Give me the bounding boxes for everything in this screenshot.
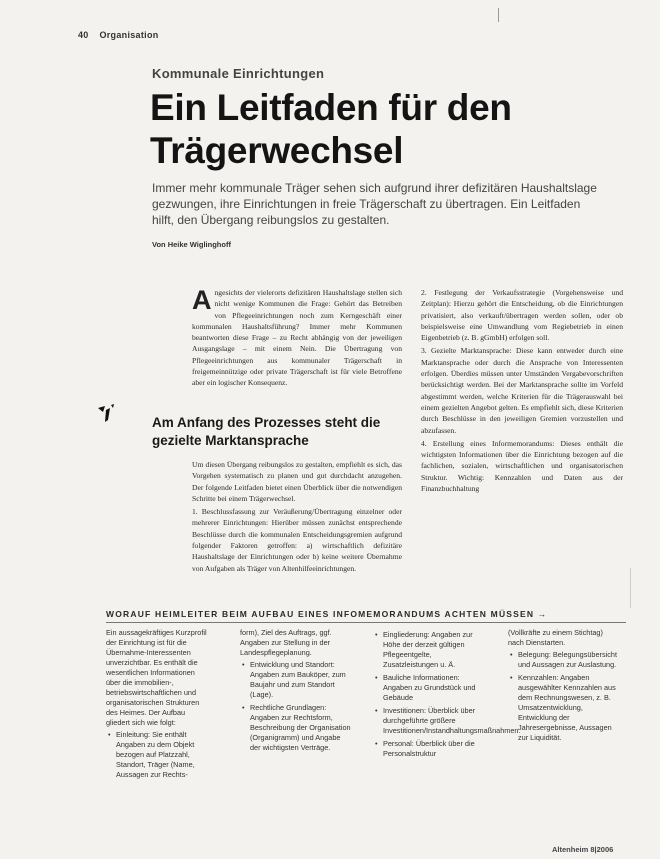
infobox-column-2 (240, 628, 352, 756)
body-column-1-continued (192, 459, 402, 576)
infobox-list (508, 650, 620, 743)
body-column-2 (421, 287, 623, 496)
body-paragraph: 3. Gezielte Marktansprache: Diese kann entweder durch eine Marktansprache oder durch die Ansprache von Interessenten erfolgen. Überdies müssen unter Umständen Vergabevorschriften berücksichtigt werden. Bei der Marktansprache sollte im Vorfeld abgestimmt werden, welche Kriterien für die Trägerauswahl bei einem gezielten Angebot gelten. Es empfiehlt sich, diese Kriterien durch Beschlüsse in den jeweiligen Gremien vorzustellen und abzufassen. (421, 346, 623, 435)
infobox-list (373, 630, 521, 759)
list-item: • Kennzahlen: Angaben ausgewählter Kennzahlen aus dem Rechnungswesen, z. B. Umsatzentwicklung, Entwicklung der Jahresergebnisse, Aussagen zur Liquidität. (518, 673, 620, 743)
body-paragraph: 2. Festlegung der Verkaufsstrategie (Vorgehensweise und Zeitplan): Hierzu gehört die Entscheidung, ob die Einrichtungen privatisiert, also verkauft/übertragen werden sollen, oder ob beispielsweise eine Umwandlung vom Regiebetrieb in einen Eigenbetrieb (z. B. gGmbH) erfolgen soll. (421, 288, 623, 343)
infobox-column-4 (508, 628, 620, 746)
infobox-continuation: form), Ziel des Auftrags, ggf. Angaben zur Stellung in der Landespflegeplanung. (240, 628, 332, 657)
list-item: • Bauliche Informationen: Angaben zu Grundstück und Gebäude (383, 673, 488, 703)
article-kicker: Kommunale Einrichtungen (152, 66, 325, 81)
infobox-rule (106, 622, 626, 623)
infobox-heading: WORAUF HEIMLEITER BEIM AUFBAU EINES INFOMEMORANDUMS ACHTEN MÜSSEN → (106, 609, 548, 619)
infobox-list (240, 660, 352, 753)
list-item: • Einleitung: Sie enthält Angaben zu dem Objekt bezogen auf Platzzahl, Standort, Träger (Name, Aussagen zur Rechts- (116, 730, 211, 780)
margin-ink-mark (96, 402, 118, 428)
list-item: • Investitionen: Überblick über durchgeführte größere Investitionen/Instandhaltungsmaßnahmen. (383, 706, 488, 736)
page-number: 40 (78, 30, 89, 40)
article-lead: Immer mehr kommunale Träger sehen sich aufgrund ihrer defizitären Haushaltslage gezwungen, ihre Einrichtungen in freie Trägerschaft zu übertragen. Ein Leitfaden hilft, den Übergang reibungslos zu gestalten. (152, 181, 597, 227)
drop-cap: A (192, 285, 212, 315)
article-title: Ein Leitfaden für den Trägerwechsel (150, 87, 512, 171)
body-column-1 (192, 287, 402, 389)
body-paragraph: Um diesen Übergang reibungslos zu gestalten, empfiehlt es sich, das Vorgehen systematisch zu planen und gut durchdacht anzugehen. Der folgende Leitfaden bietet einen Überblick über die notwendigen Schritte bei einem Trägerwechsel. (192, 460, 402, 503)
body-paragraph: 1. Beschlussfassung zur Veräußerung/Übertragung einzelner oder mehrerer Einrichtungen: Hierüber müssen zunächst entsprechende Beschlüsse durch die kommunalen Entscheidungsgremien aufgrund folgender Faktoren getroffen: a) wirtschaftlich defizitäre Haushaltslage der Einrichtungen oder b) keine weitere Übernahme von Aufgaben als Träger von Altenhilfeeinrichtungen. (192, 507, 402, 573)
list-item: • Eingliederung: Angaben zur Höhe der derzeit gültigen Pflegeentgelte, Zusatzleistungen u. Ä. (383, 630, 488, 670)
infobox-column-1 (106, 628, 211, 783)
list-item: • Personal: Überblick über die Personalstruktur (383, 739, 488, 759)
infobox-continuation: (Vollkräfte zu einem Stichtag) nach Dienstarten. (508, 628, 603, 647)
infobox-column-3 (373, 628, 521, 762)
list-item: • Rechtliche Grundlagen: Angaben zur Rechtsform, Beschreibung der Organisation (Organigramm) und Angabe der wichtigsten Verträge. (250, 703, 352, 753)
infobox-list (106, 730, 211, 780)
infobox-intro: Ein aussagekräftiges Kurzprofil der Einrichtung ist für die Übernahme-Interessenten unverzichtbar. Es enthält die wesentlichen Informationen über die immobilien-, betriebswirtschaftlichen und organisatorischen Strukturen des Heimes. Der Aufbau gliedert sich wie folgt: (106, 628, 207, 727)
list-item: • Belegung: Belegungsübersicht und Aussagen zur Auslastung. (518, 650, 620, 670)
article-author: Von Heike Wiglinghoff (152, 240, 231, 249)
section-subhead: Am Anfang des Prozesses steht die gezielte Marktansprache (152, 415, 381, 448)
scan-mark (498, 8, 499, 22)
body-paragraph: 4. Erstellung eines Informemorandums: Dieses enthält die wichtigsten Informationen über die Einrichtung bezogen auf die fachlichen, sozialen, wirtschaftlichen und organisatorischen Struktur. Wichtig: Kennzahlen und Daten aus der Finanzbuchhaltung (421, 438, 623, 494)
intro-paragraph: ngesichts der vielerorts defizitären Haushaltslage stellen sich nicht wenige Kommunen die Frage: Gehört das Betreiben von Pflegeeinrichtungen noch zum Kerngeschäft einer kommunalen Haushaltsführung? Immer mehr Kommunen beantworten diese Frage – zu Recht abhängig von der jeweiligen Ausgangslage – mit einem Nein. Die Übertragung von Pflegeeinrichtungen aus kommunaler Trägerschaft in freigemeinnützige oder private Trägerschaft ist für viele Betroffene aber ein logischer Konsequenz. (192, 288, 402, 388)
page-header (78, 30, 167, 40)
scan-mark (630, 568, 631, 608)
section-label: Organisation (99, 30, 159, 40)
magazine-footer: Altenheim 8|2006 (552, 845, 614, 854)
list-item: • Entwicklung und Standort: Angaben zum Bauköper, zum Baujahr und zum Standort (Lage). (250, 660, 352, 700)
